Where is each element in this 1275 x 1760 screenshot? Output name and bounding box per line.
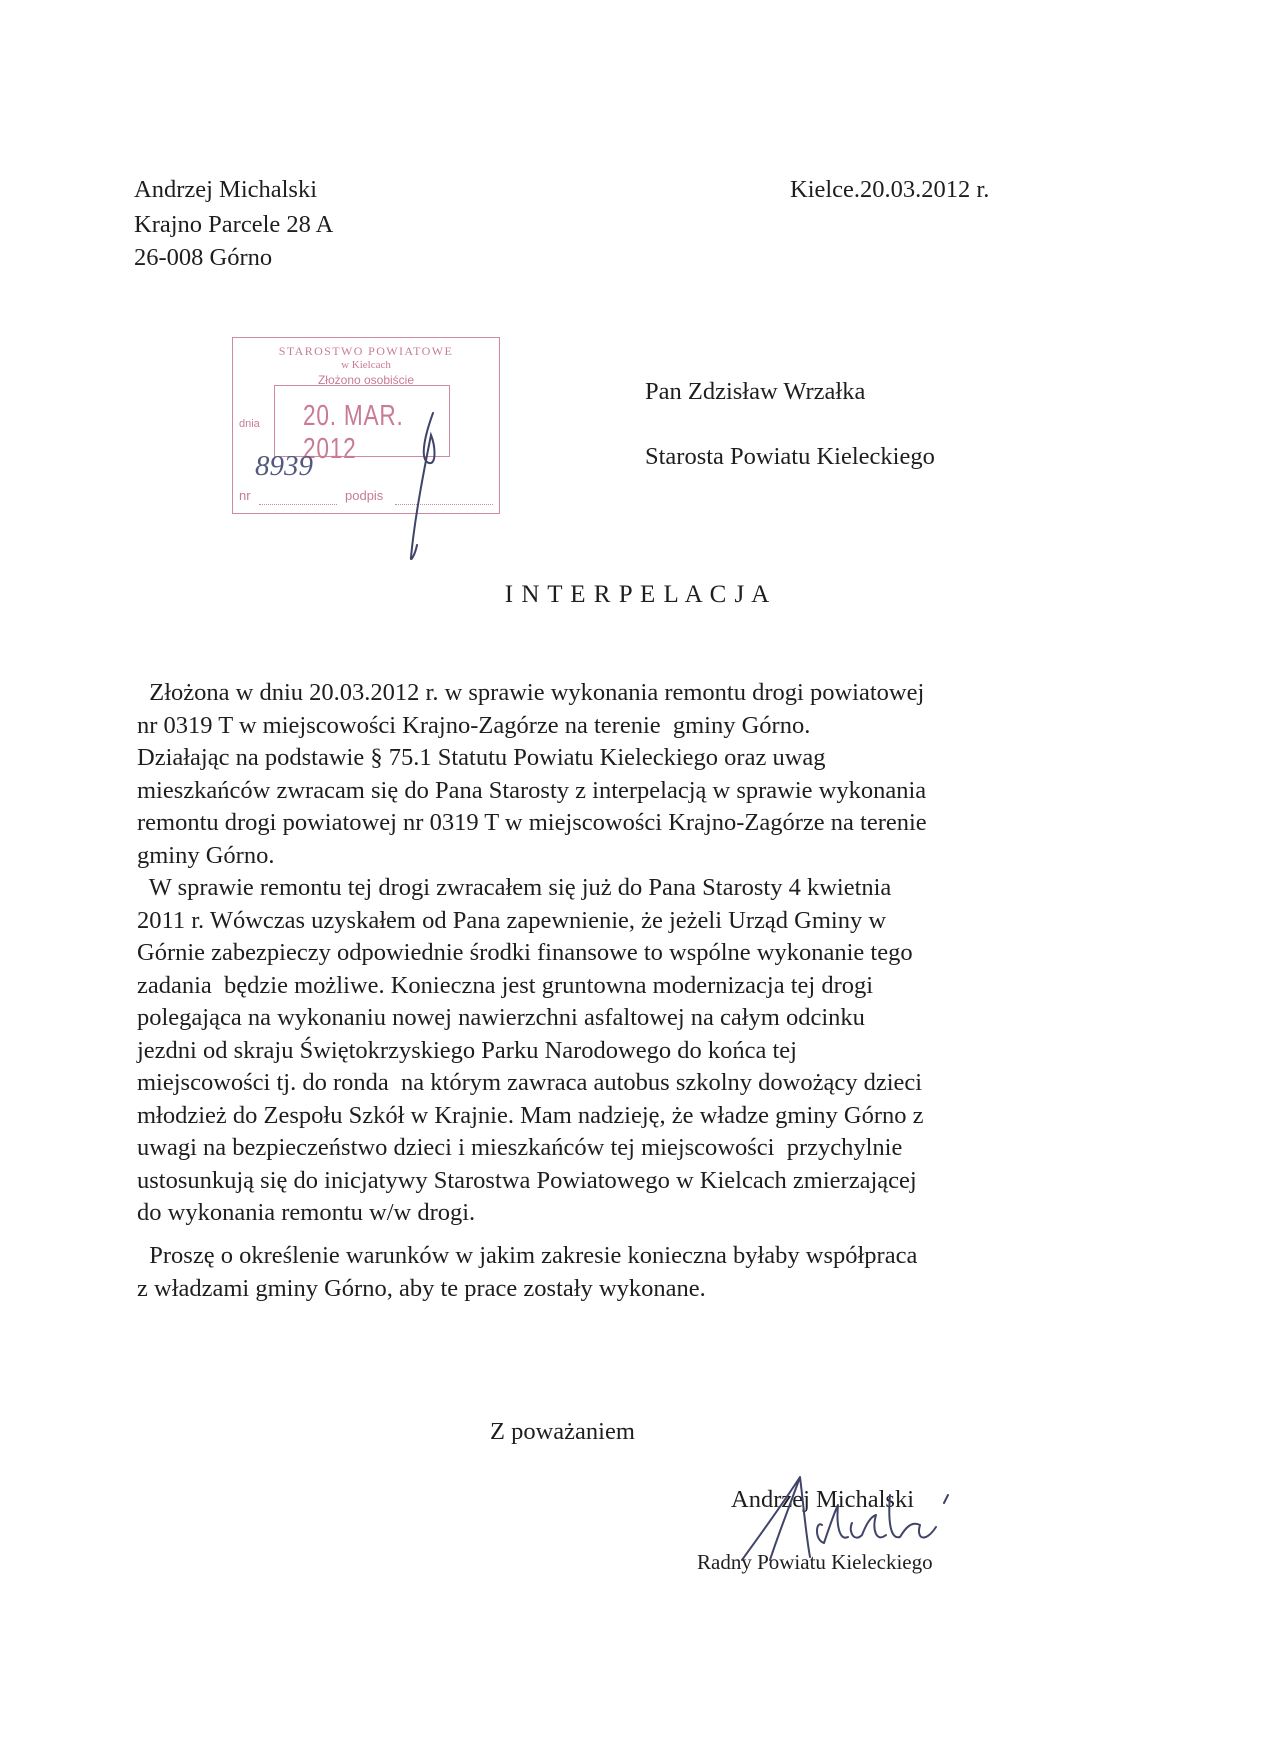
- body-line: gminy Górno.: [137, 842, 275, 869]
- stamp-submission: Złożono osobiście: [317, 373, 415, 387]
- body-line: jezdni od skraju Świętokrzyskiego Parku Narodowego do końca tej: [137, 1037, 797, 1064]
- body-line: z władzami gminy Górno, aby te prace zostały wykonane.: [137, 1275, 706, 1302]
- signatory-role: Radny Powiatu Kieleckiego: [697, 1550, 933, 1574]
- body-line: miejscowości tj. do ronda na którym zawraca autobus szkolny dowożący dzieci: [137, 1069, 923, 1096]
- body-line: młodzież do Zespołu Szkół w Krajnie. Mam nadzieję, że władze gminy Górno z: [137, 1102, 924, 1129]
- received-stamp: [232, 337, 500, 514]
- body-line: mieszkańców zwracam się do Pana Starosty z interpelacją w sprawie wykonania: [137, 777, 927, 804]
- stamp-city: w Kielcach: [341, 359, 391, 371]
- stamp-received-date: 20. MAR. 2012: [303, 400, 404, 465]
- stamp-initial-mark: [395, 405, 455, 565]
- body-line: polegająca na wykonaniu nowej nawierzchni asfaltowej na całym odcinku: [137, 1004, 865, 1031]
- stamp-dnia-label: dnia: [239, 418, 260, 430]
- sender-address: Krajno Parcele 28 A: [134, 211, 334, 238]
- addressee-name: Pan Zdzisław Wrzałka: [645, 378, 866, 405]
- body-line: 2011 r. Wówczas uzyskałem od Pana zapewnienie, że jeżeli Urząd Gminy w: [137, 907, 887, 934]
- body-line: Górnie zabezpieczy odpowiednie środki finansowe to wspólne wykonanie tego: [137, 939, 913, 966]
- signatory-name: Andrzej Michalski: [731, 1486, 915, 1513]
- body-line: do wykonania remontu w/w drogi.: [137, 1199, 476, 1226]
- body-line: ustosunkują się do inicjatywy Starostwa Powiatowego w Kielcach zmierzającej: [137, 1167, 917, 1194]
- body-line: W sprawie remontu tej drogi zwracałem się już do Pana Starosty 4 kwietnia: [137, 874, 892, 901]
- body-line: nr 0319 T w miejscowości Krajno-Zagórze na terenie gminy Górno.: [137, 712, 811, 739]
- body-line: Działając na podstawie § 75.1 Statutu Powiatu Kieleckiego oraz uwag: [137, 744, 826, 771]
- body-line: zadania będzie możliwe. Konieczna jest gruntowna modernizacja tej drogi: [137, 972, 874, 999]
- body-line: Złożona w dniu 20.03.2012 r. w sprawie wykonania remontu drogi powiatowej: [137, 679, 925, 706]
- sender-name: Andrzej Michalski: [134, 176, 318, 203]
- stamp-nr-dotted-line: [259, 504, 337, 505]
- stamp-nr-label: nr: [239, 488, 251, 503]
- body-line: uwagi na bezpieczeństwo dzieci i mieszkańców tej miejscowości przychylnie: [137, 1134, 903, 1161]
- stamp-office: STAROSTWO POWIATOWE: [278, 344, 454, 358]
- body-line: remontu drogi powiatowej nr 0319 T w miejscowości Krajno-Zagórze na terenie: [137, 809, 927, 836]
- body-line: Proszę o określenie warunków w jakim zakresie konieczna byłaby współpraca: [137, 1242, 918, 1269]
- stamp-handwritten-number: 8939: [255, 450, 313, 482]
- letter-date: Kielce.20.03.2012 r.: [790, 176, 990, 203]
- sender-postal: 26-008 Górno: [134, 244, 273, 271]
- closing-salutation: Z poważaniem: [490, 1418, 635, 1445]
- document-title: I N T E R P E L A C J A: [504, 581, 771, 608]
- stamp-podpis-label: podpis: [345, 488, 384, 503]
- addressee-title: Starosta Powiatu Kieleckiego: [645, 443, 935, 470]
